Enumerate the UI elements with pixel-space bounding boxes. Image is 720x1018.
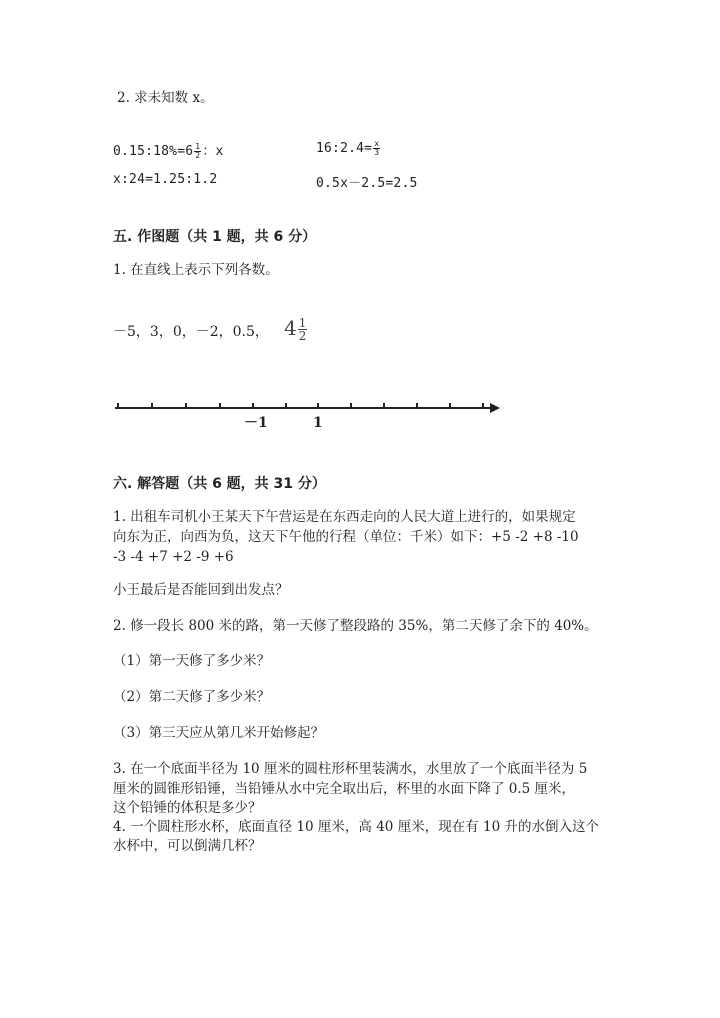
section5-heading: 五. 作图题（共 1 题，共 6 分） bbox=[113, 229, 317, 245]
q1-question: 小王最后是否能回到出发点？ bbox=[113, 582, 289, 598]
eq2-numerator: x bbox=[374, 139, 380, 148]
eq2-denominator: 3 bbox=[374, 148, 380, 157]
q2-sub3: （3）第三天应从第几米开始修起？ bbox=[113, 725, 325, 741]
numbers-list: －5，3，0，－2，0.5， bbox=[113, 324, 269, 340]
q1-line2: 向东为正，向西为负，这天下午他的行程（单位：千米）如下：+5 -2 +8 -10 bbox=[113, 529, 579, 545]
q2-sub1: （1）第一天修了多少米？ bbox=[113, 653, 271, 669]
q2-text: 2. 修一段长 800 米的路，第一天修了整段路的 35%，第二天修了余下的 40%。 bbox=[113, 618, 598, 634]
q3-line1: 3. 在一个底面半径为 10 厘米的圆柱形杯里装满水，水里放了一个底面半径为 5 bbox=[113, 761, 588, 777]
q1-line1: 1. 出租车司机小王某天下午营运是在东西走向的人民大道上进行的，如果规定 bbox=[113, 509, 576, 525]
q3-line3: 这个铅锤的体积是多少？ bbox=[113, 800, 262, 816]
eq1-fraction bbox=[194, 143, 201, 160]
q1-line3: -3 -4 +7 +2 -9 +6 bbox=[113, 549, 234, 565]
mixed-number bbox=[284, 316, 308, 342]
eq2-fraction bbox=[373, 140, 380, 157]
eq1-suffix: ：x bbox=[202, 144, 224, 159]
q2-title: 2. 求未知数 x。 bbox=[117, 90, 214, 106]
mixed-fraction bbox=[298, 317, 308, 342]
eq2-prefix: 16:2.4= bbox=[316, 141, 373, 156]
mixed-numerator: 1 bbox=[298, 316, 307, 330]
equation-2 bbox=[316, 140, 381, 157]
tick-label-neg1: －1 bbox=[244, 415, 268, 431]
number-line-arrow bbox=[490, 403, 500, 413]
number-line bbox=[110, 396, 502, 436]
q3-line2: 厘米的圆锥形铅锤，当铅锤从水中完全取出后，杯里的水面下降了 0.5 厘米， bbox=[113, 781, 576, 797]
tick-label-pos1: 1 bbox=[313, 415, 323, 431]
section6-heading: 六. 解答题（共 6 题，共 31 分） bbox=[113, 476, 326, 492]
q2-sub2: （2）第二天修了多少米？ bbox=[113, 689, 271, 705]
equation-1 bbox=[113, 140, 224, 160]
eq1-prefix: 0.15:18%=6 bbox=[113, 144, 194, 159]
mixed-denominator: 2 bbox=[298, 329, 307, 343]
equation-3: x:24=1.25:1.2 bbox=[113, 172, 218, 187]
equation-4: 0.5x－2.5=2.5 bbox=[316, 176, 418, 191]
section5-q1: 1. 在直线上表示下列各数。 bbox=[113, 262, 279, 278]
eq1-denominator: 2 bbox=[195, 151, 201, 160]
mixed-whole: 4 bbox=[284, 316, 297, 340]
q4-line2: 水杯中，可以倒满几杯？ bbox=[113, 838, 262, 854]
eq1-numerator: 1 bbox=[195, 142, 201, 151]
q4-line1: 4. 一个圆柱形水杯，底面直径 10 厘米，高 40 厘米，现在有 10 升的水倒入这个 bbox=[113, 819, 599, 835]
